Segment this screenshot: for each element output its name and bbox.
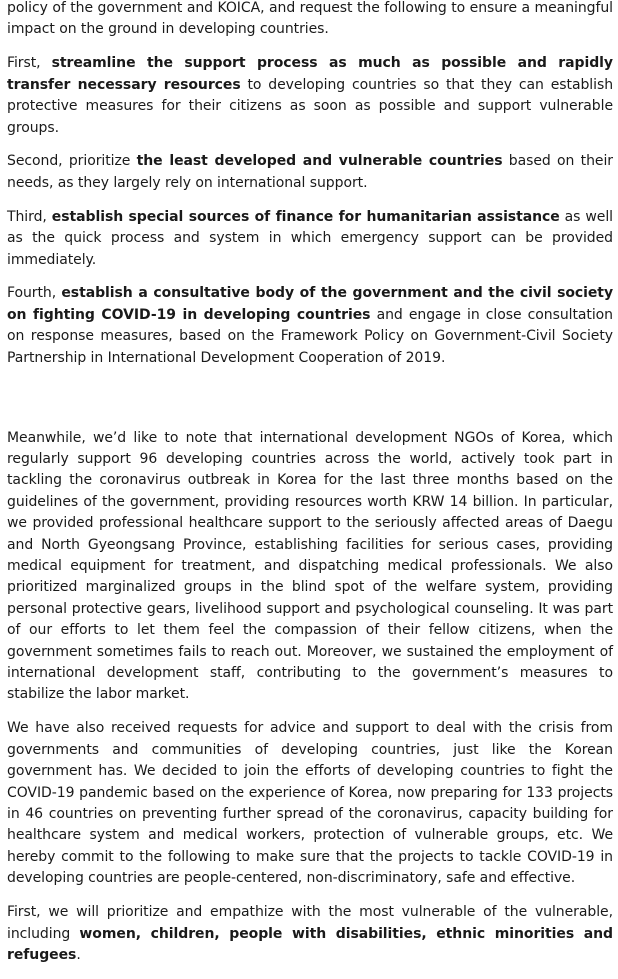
body-text: First, bbox=[7, 55, 52, 72]
emphasized-text: the least developed and vulnerable countries bbox=[136, 153, 503, 170]
body-text: . bbox=[76, 946, 81, 963]
body-text: policy of the government and KOICA, and request the following to ensure a meaningful impact on the ground in developing countries. bbox=[7, 0, 613, 38]
emphasized-text: streamline the support process as much as possible and rapidly transfer necessary resources bbox=[7, 55, 613, 93]
paragraph-intro-end bbox=[7, 0, 613, 41]
body-text: Fourth, bbox=[7, 285, 62, 302]
document-body bbox=[7, 0, 613, 979]
emphasized-text: women, children, people with disabilities, ethnic minorities and refugees bbox=[7, 925, 613, 963]
paragraph-meanwhile bbox=[7, 428, 613, 706]
body-text: We have also received requests for advice and support to deal with the crisis from governments and communities of developing countries, just like the Korean government has. We decided to join the efforts of developing countries to fight the COVID-19 pandemic based on the experience of Korea, now preparing for 133 projects in 46 countries on preventing further spread of the coronavirus, capacity building for healthcare system and medical workers, protection of vulnerable groups, etc. We hereby commit to the following to make sure that the projects to tackle COVID-19 in developing countries are people-centered, non-discriminatory, safe and effective. bbox=[7, 720, 613, 887]
paragraph-request-second bbox=[7, 151, 613, 194]
paragraph-spacer bbox=[7, 382, 613, 428]
paragraph-request-fourth bbox=[7, 283, 613, 369]
paragraph-request-first bbox=[7, 53, 613, 139]
paragraph-request-third bbox=[7, 207, 613, 271]
paragraph-requests-received bbox=[7, 718, 613, 889]
body-text: Meanwhile, we’d like to note that international development NGOs of Korea, which regularly support 96 developing countries across the world, actively took part in tackling the coronavirus outbreak in Korea for the last three months based on the guidelines of the government, providing resources worth KRW 14 billion. In particular, we provided professional healthcare support to the seriously affected areas of Daegu and North Gyeongsang Province, establishing facilities for serious cases, providing medical equipment for treatment, and dispatching medical professionals. We also prioritized marginalized groups in the blind spot of the welfare system, providing personal protective gears, livelihood support and psychological counseling. It was part of our efforts to let them feel the compassion of their fellow citizens, when the government sometimes fails to reach out. Moreover, we sustained the employment of international development staff, contributing to the government’s measures to stabilize the labor market. bbox=[7, 429, 613, 703]
body-text: to developing countries so that they can establish protective measures for their citizens as soon as possible and support vulnerable groups. bbox=[7, 76, 614, 136]
body-text: as well as the quick process and system in which emergency support can be provided immediately. bbox=[7, 208, 613, 268]
body-text: Third, bbox=[7, 208, 52, 225]
paragraph-commit-first bbox=[7, 902, 613, 966]
emphasized-text: establish a consultative body of the government and the civil society on fighting COVID-19 in developing countries bbox=[7, 285, 614, 323]
body-text: and engage in close consultation on response measures, based on the Framework Policy on Government-Civil Society Partnership in International Development Cooperation of 2019. bbox=[7, 306, 613, 366]
body-text: based on their needs, as they largely rely on international support. bbox=[7, 153, 613, 191]
body-text: First, we will prioritize and empathize with the most vulnerable of the vulnerable, including bbox=[7, 904, 613, 942]
body-text: Second, prioritize bbox=[7, 153, 137, 170]
emphasized-text: establish special sources of finance for humanitarian assistance bbox=[51, 208, 560, 225]
